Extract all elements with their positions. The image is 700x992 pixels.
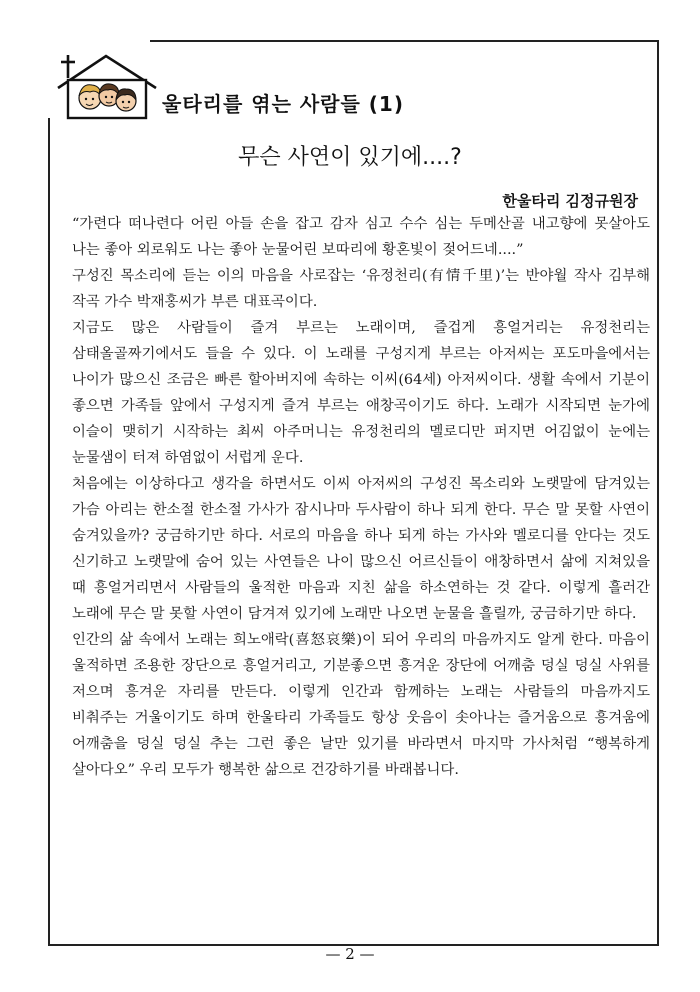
frame-right-border xyxy=(657,40,659,945)
paragraph: 지금도 많은 사람들이 즐겨 부르는 노래이며, 즐겁게 흥얼거리는 유정천리는 삼태올골짜기에서도 들을 수 있다. 이 노래를 구성지게 부르는 아저씨는 포도마을에서는 나이가 많으신 조금은 빠른 할아버지에 속하는 이씨(64세) 아저씨이다. 생활 속에서 기분이 좋으면 가족들 앞에서 구성지게 즐겨 부르는 애창곡이기도 하다. 노래가 시작되면 눈가에 이슬이 맺히기 시작하는 최씨 아주머니는 유정천리의 멜로디만 퍼지면 어김없이 눈에는 눈물샘이 터져 하염없이 서럽게 운다. xyxy=(72,320,650,466)
frame-left-border xyxy=(48,118,50,945)
article-body xyxy=(72,211,650,783)
article-title: 무슨 사연이 있기에....? xyxy=(238,145,462,170)
house-family-logo xyxy=(52,52,162,120)
paragraph: 처음에는 이상하다고 생각을 하면서도 이씨 아저씨의 구성진 목소리와 노랫말에 담겨있는 가슴 아리는 한소절 한소절 가사가 잠시나마 두사람이 하나 되게 한다. 무슨 말 못할 사연이 숨겨있을까? 궁금하기만 하다. 서로의 마음을 하나 되게 하는 가사와 멜로디를 안다는 것도 신기하고 노랫말에 숨어 있는 사연들은 나이 많으신 어르신들이 애창하면서 삶에 지쳐있을 때 흥얼거리면서 사람들의 울적한 마음과 지친 삶을 하소연하는 것 같다. 이렇게 흘러간 노래에 무슨 말 못할 사연이 담겨져 있기에 노래만 나오면 눈물을 흘릴까, 궁금하기만 하다. xyxy=(72,476,650,622)
paragraph: “가련다 떠나련다 어린 아들 손을 잡고 감자 심고 수수 심는 두메산골 내고향에 못살아도 나는 좋아 외로워도 나는 좋아 눈물어린 보따리에 황혼빛이 젖어드네....” xyxy=(72,216,650,258)
paragraph: 구성진 목소리에 듣는 이의 마음을 사로잡는 ‘유정천리(有情千里)’는 반야월 작사 김부해 작곡 가수 박재홍씨가 부른 대표곡이다. xyxy=(72,268,650,310)
series-title: 울타리를 엮는 사람들 (1) xyxy=(162,92,404,116)
article-author: 한울타리 김정규원장 xyxy=(502,192,638,210)
frame-top-border xyxy=(150,40,658,42)
page-number: — 2 — xyxy=(325,945,375,963)
paragraph: 인간의 삶 속에서 노래는 희노애락(喜怒哀樂)이 되어 우리의 마음까지도 알게 한다. 마음이 울적하면 조용한 장단으로 흥얼거리고, 기분좋으면 흥겨운 장단에 어깨춤 덩실 덩실 사위를 저으며 흥겨운 자리를 만든다. 이렇게 인간과 함께하는 노래는 사람들의 마음까지도 비춰주는 거울이기도 하며 한울타리 가족들도 항상 웃음이 솟아나는 즐거움으로 흥겨움에 어깨춤을 덩실 덩실 추는 그런 좋은 날만 있기를 바라면서 마지막 가사처럼 “행복하게 살아다오” 우리 모두가 행복한 삶으로 건강하기를 바래봅니다. xyxy=(72,632,650,778)
